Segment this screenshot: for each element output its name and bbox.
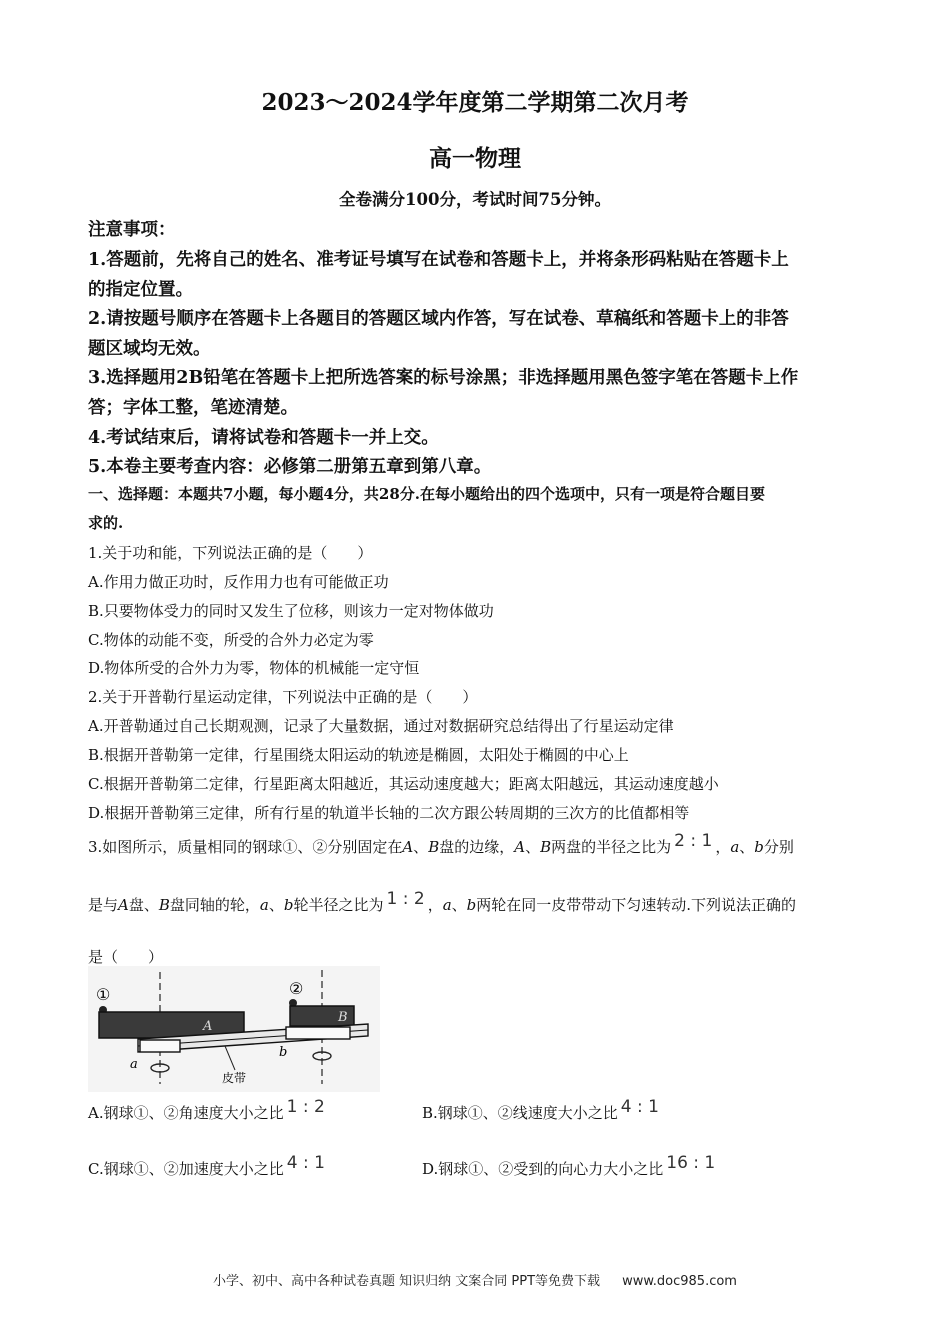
q3-stem-line-2: 是与A盘、B盘同轴的轮，a、b轮半径之比为 1 : 2 ，a、b两轮在同一皮带带动下匀速转动.下列说法正确的 xyxy=(88,889,797,914)
notice-item-2: 2.请按题号顺序在答题卡上各题目的答题区域内作答，写在试卷、草稿纸和答题卡上的非答 xyxy=(88,309,789,329)
ball-1-label: ① xyxy=(96,985,111,1004)
notice-item-3: 3.选择题用2B铅笔在答题卡上把所选答案的标号涂黑；非选择题用黑色签字笔在答题卡上作 xyxy=(88,368,799,388)
section-1-heading-cont: 求的. xyxy=(88,514,124,532)
q2-option-c: C.根据开普勒第二定律，行星距离太阳越近，其运动速度越大；距离太阳越远，其运动速度越小 xyxy=(88,775,719,793)
disc-a-label: A xyxy=(203,1019,213,1034)
exam-title: 2023～2024学年度第二学期第二次月考 xyxy=(261,89,689,116)
q3-stem-line-3: 是（ ） xyxy=(88,948,164,966)
wheel-b-label: b xyxy=(279,1045,288,1060)
notice-item-5: 5.本卷主要考查内容：必修第二册第五章到第八章。 xyxy=(88,457,492,477)
notice-item-1-cont: 的指定位置。 xyxy=(88,280,193,300)
ball-2-label: ② xyxy=(289,979,304,998)
q3-option-b: B.钢球①、②线速度大小之比 4 : 1 xyxy=(422,1097,659,1122)
notice-item-1: 1.答题前，先将自己的姓名、准考证号填写在试卷和答题卡上，并将条形码粘贴在答题卡上 xyxy=(88,250,789,270)
q3-option-a: A.钢球①、②角速度大小之比 1 : 2 xyxy=(88,1097,325,1122)
score-info: 全卷满分100分，考试时间75分钟。 xyxy=(339,190,611,209)
q2-option-b: B.根据开普勒第一定律，行星围绕太阳运动的轨迹是椭圆，太阳处于椭圆的中心上 xyxy=(88,746,629,764)
section-1-heading: 一、选择题：本题共7小题，每小题4分，共28分.在每小题给出的四个选项中，只有一项是符合题目要 xyxy=(88,485,765,503)
subject-title: 高一物理 xyxy=(429,145,521,172)
q2-option-a: A.开普勒通过自己长期观测，记录了大量数据，通过对数据研究总结得出了行星运动定律 xyxy=(88,717,674,735)
disc-b-label: B xyxy=(338,1010,348,1025)
notice-item-4: 4.考试结束后，请将试卷和答题卡一并上交。 xyxy=(88,428,439,448)
q1-option-c: C.物体的动能不变，所受的合外力必定为零 xyxy=(88,631,374,649)
wheel-a xyxy=(140,1040,180,1052)
q1-option-d: D.物体所受的合外力为零，物体的机械能一定守恒 xyxy=(88,659,420,677)
q2-option-d: D.根据开普勒第三定律，所有行星的轨道半长轴的二次方跟公转周期的三次方的比值都相等 xyxy=(88,804,690,822)
belt-label: 皮带 xyxy=(222,1071,247,1085)
wheel-b xyxy=(286,1027,350,1039)
q1-option-b: B.只要物体受力的同时又发生了位移，则该力一定对物体做功 xyxy=(88,602,494,620)
footer-url[interactable]: www.doc985.com xyxy=(622,1274,737,1289)
q3-option-d: D.钢球①、②受到的向心力大小之比 16 : 1 xyxy=(422,1153,716,1178)
q3-stem-line-1: 3.如图所示，质量相同的钢球①、②分别固定在A、B盘的边缘，A、B两盘的半径之比为 2 : 1 ，a、b分别 xyxy=(88,831,794,856)
wheel-a-label: a xyxy=(130,1057,138,1072)
footer-text: 小学、初中、高中各种试卷真题 知识归纳 文案合同 PPT等免费下载 xyxy=(213,1274,601,1289)
q3-option-c: C.钢球①、②加速度大小之比 4 : 1 xyxy=(88,1153,325,1178)
notice-heading: 注意事项： xyxy=(88,220,176,240)
notice-item-3-cont: 答；字体工整，笔迹清楚。 xyxy=(88,398,298,418)
q1-stem: 1.关于功和能，下列说法正确的是（ ） xyxy=(88,544,373,562)
page-footer xyxy=(0,1270,950,1289)
q2-stem: 2.关于开普勒行星运动定律，下列说法中正确的是（ ） xyxy=(88,688,478,706)
notice-item-2-cont: 题区域均无效。 xyxy=(88,339,211,359)
pulley-belt-figure xyxy=(88,966,380,1092)
q1-option-a: A.作用力做正功时，反作用力也有可能做正功 xyxy=(88,573,389,591)
